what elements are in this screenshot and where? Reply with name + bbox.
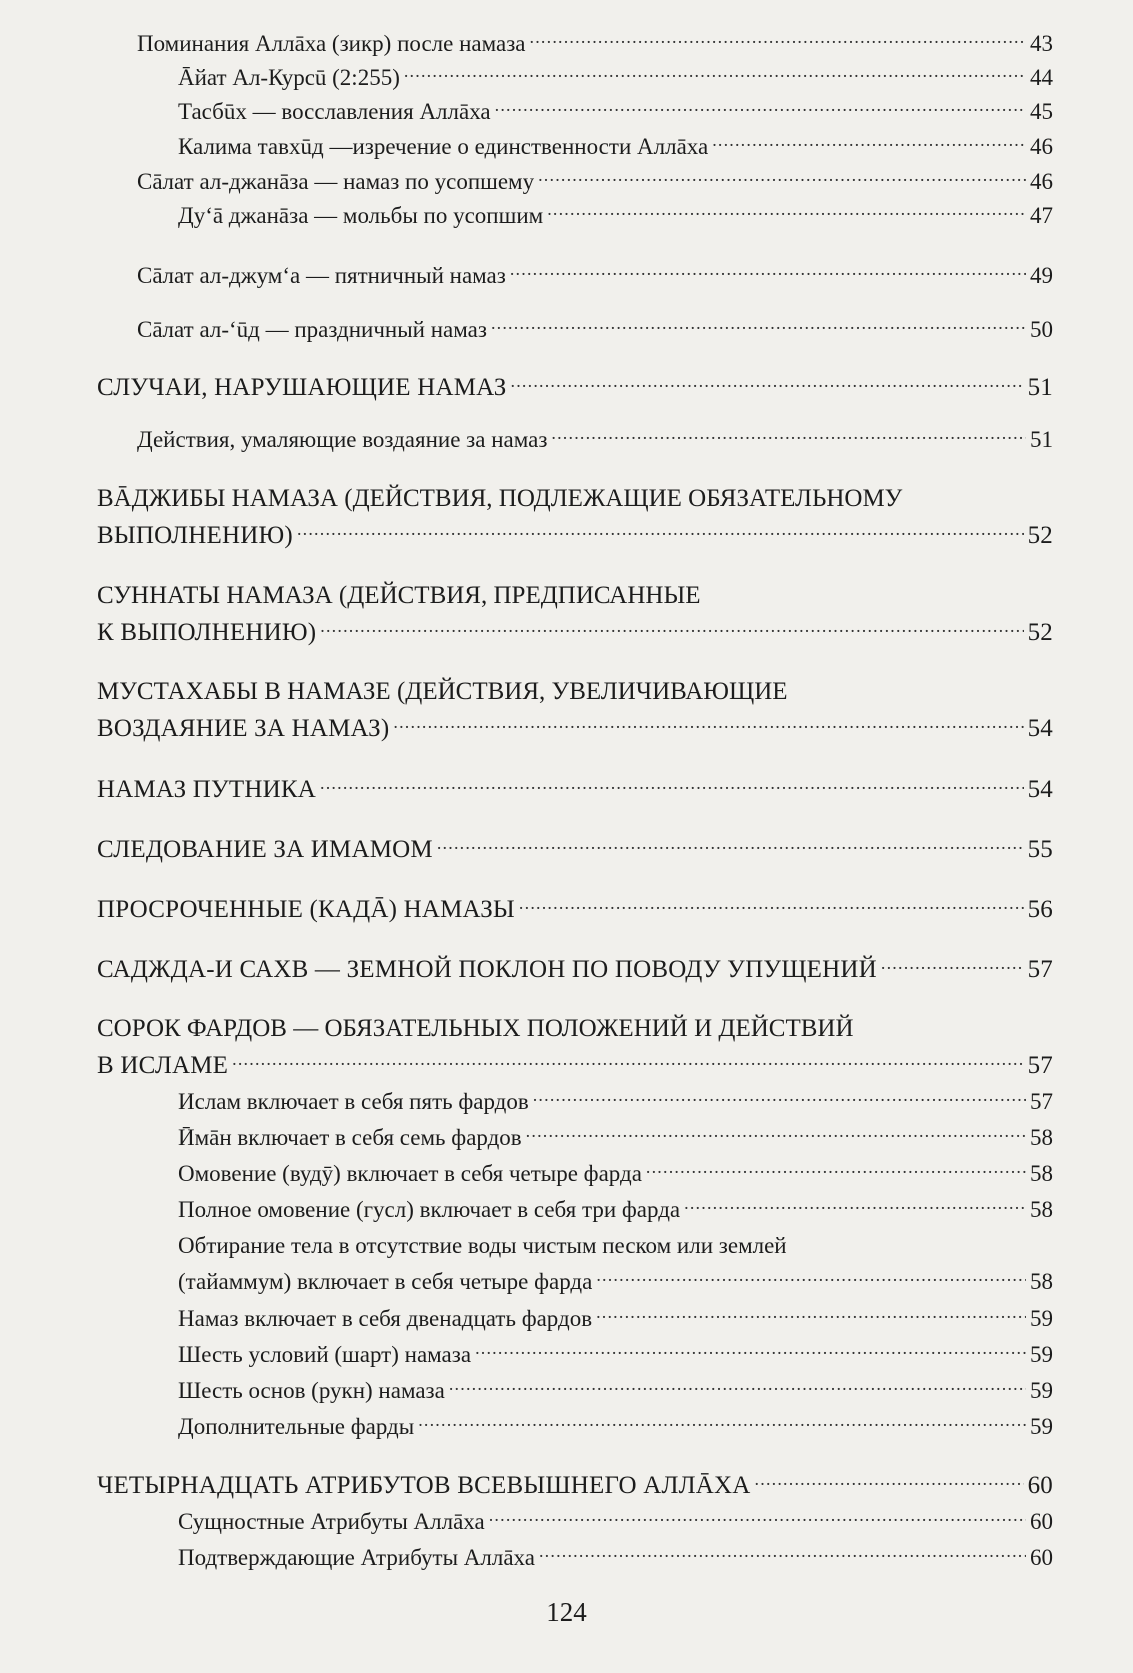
toc-chapter-title-line1: МУСТАХАБЫ В НАМАЗЕ (ДЕЙСТВИЯ, УВЕЛИЧИВАЮЩИЕ [97, 678, 788, 705]
toc-chapter [97, 1472, 1053, 1500]
toc-chapter-title: СЛУЧАИ, НАРУШАЮЩИЕ НАМАЗ [97, 374, 507, 401]
leader-dots [320, 620, 1023, 640]
toc-entry-title: Сāлат ал-джанāза — намаз по усопшему [137, 169, 535, 194]
toc-chapter-title: СЛЕДОВАНИЕ ЗА ИМАМОМ [97, 836, 433, 863]
toc-entry [178, 1196, 1053, 1224]
toc-entry-title: Шесть условий (шарт) намаза [178, 1342, 472, 1367]
toc-entry-page: 58 [1030, 1125, 1053, 1150]
toc-entry [178, 1160, 1053, 1188]
toc-entry-page: 46 [1030, 169, 1053, 194]
toc-chapter [97, 522, 1053, 550]
toc-chapter-title: ЧЕТЫРНАДЦАТЬ АТРИБУТОВ ВСЕВЫШНЕГО АЛЛĀХА [97, 1472, 751, 1499]
leader-dots [538, 169, 1026, 189]
toc-entry-page: 57 [1027, 1052, 1053, 1079]
toc-entry-page: 51 [1027, 374, 1053, 401]
toc-entry-page: 56 [1027, 896, 1053, 923]
leader-dots [297, 523, 1024, 543]
toc-chapter-title-line1: СОРОК ФАРДОВ — ОБЯЗАТЕЛЬНЫХ ПОЛОЖЕНИЙ И ДЕЙСТВИЙ [97, 1015, 854, 1042]
toc-entry-page: 59 [1030, 1306, 1053, 1331]
toc-entry-page: 60 [1030, 1509, 1053, 1534]
toc-entry-title: Подтверждающие Атрибуты Аллāха [178, 1545, 535, 1570]
leader-dots [646, 1161, 1026, 1181]
toc-entry-page: 52 [1027, 619, 1053, 646]
leader-dots [491, 317, 1026, 337]
toc-entry [178, 1508, 1053, 1536]
toc-entry [178, 1268, 1053, 1296]
leader-dots [712, 134, 1026, 154]
toc-entry [178, 1377, 1053, 1405]
leader-dots [393, 716, 1023, 736]
leader-dots [320, 777, 1024, 797]
toc-chapter-title: ПРОСРОЧЕННЫЕ (КАДĀ) НАМАЗЫ [97, 896, 515, 923]
toc-entry-page: 58 [1030, 1269, 1053, 1294]
leader-dots [684, 1197, 1026, 1217]
toc-entry-title-line1: Обтирание тела в отсутствие воды чистым песком или землей [178, 1233, 787, 1258]
toc-chapter [97, 896, 1053, 924]
toc-entry-page: 43 [1030, 31, 1053, 56]
leader-dots [533, 1089, 1026, 1109]
leader-dots [437, 837, 1024, 857]
toc-chapter [97, 1052, 1053, 1080]
toc-entry-page: 46 [1030, 134, 1053, 159]
toc-entry [178, 1544, 1053, 1572]
toc-entry-title: Ислам включает в себя пять фардов [178, 1089, 529, 1114]
toc-chapter [97, 956, 1053, 984]
toc-chapter-title: САДЖДА-И САХВ — ЗЕМНОЙ ПОКЛОН ПО ПОВОДУ УПУЩЕНИЙ [97, 956, 877, 983]
leader-dots [489, 1509, 1026, 1529]
leader-dots [539, 1545, 1026, 1565]
leader-dots [511, 375, 1024, 395]
leader-dots [519, 897, 1024, 917]
toc-chapter-title: В ИСЛАМЕ [97, 1052, 229, 1079]
toc-chapter-title: ВЫПОЛНЕНИЮ) [97, 522, 293, 549]
leader-dots [596, 1269, 1026, 1289]
leader-dots [547, 203, 1026, 223]
toc-entry-page: 55 [1027, 836, 1053, 863]
toc-entry-title: Сāлат ал-джум‘а — пятничный намаз [137, 263, 506, 288]
toc-chapter-title-line1: ВĀДЖИБЫ НАМАЗА (ДЕЙСТВИЯ, ПОДЛЕЖАЩИЕ ОБЯЗАТЕЛЬНОМУ [97, 485, 903, 512]
toc-entry [178, 98, 1053, 126]
toc-entry [178, 202, 1053, 230]
toc-entry-page: 50 [1030, 317, 1053, 342]
toc-chapter-title-line1: СУННАТЫ НАМАЗА (ДЕЙСТВИЯ, ПРЕДПИСАННЫЕ [97, 582, 701, 609]
toc-entry-title: Омовение (вудӯ) включает в себя четыре фарда [178, 1161, 642, 1186]
leader-dots [881, 957, 1024, 977]
toc-entry-page: 54 [1027, 715, 1053, 742]
toc-entry-page: 60 [1030, 1545, 1053, 1570]
toc-entry [178, 64, 1053, 92]
toc-entry-title: Āйат Ал-Курсū (2:255) [178, 65, 400, 90]
toc-entry-page: 45 [1030, 99, 1053, 124]
leader-dots [232, 1053, 1023, 1073]
toc-entry [137, 426, 1053, 454]
toc-entry-page: 60 [1027, 1472, 1053, 1499]
toc-entry-title: Намаз включает в себя двенадцать фардов [178, 1306, 593, 1331]
toc-chapter-title: ВОЗДАЯНИЕ ЗА НАМАЗ) [97, 715, 390, 742]
toc-entry-page: 58 [1030, 1161, 1053, 1186]
toc-entry-page: 47 [1030, 203, 1053, 228]
toc-entry-page: 54 [1027, 776, 1053, 803]
toc-entry-page: 58 [1030, 1197, 1053, 1222]
toc-entry-title: Тасбūх — восславления Аллāха [178, 99, 491, 124]
toc-chapter [97, 619, 1053, 647]
toc-chapter-title: НАМАЗ ПУТНИКА [97, 776, 317, 803]
toc-entry-title: Поминания Аллāха (зикр) после намаза [137, 31, 526, 56]
toc-entry-page: 51 [1030, 427, 1053, 452]
leader-dots [495, 99, 1026, 119]
toc-chapter [97, 374, 1053, 402]
toc-entry-title: (тайаммум) включает в себя четыре фарда [178, 1269, 593, 1294]
toc-entry-title: Ду‘ā джанāза — мольбы по усопшим [178, 203, 544, 228]
toc-chapter [97, 715, 1053, 743]
toc-chapter [97, 776, 1053, 804]
toc-chapter [97, 836, 1053, 864]
toc-entry-title: Сущностные Атрибуты Аллāха [178, 1509, 485, 1534]
leader-dots [526, 1125, 1026, 1145]
toc-entry-title: Дополнительные фарды [178, 1414, 415, 1439]
leader-dots [475, 1342, 1026, 1362]
leader-dots [551, 427, 1026, 447]
toc-entry [137, 168, 1053, 196]
toc-entry [137, 316, 1053, 344]
leader-dots [404, 65, 1026, 85]
page-number: 124 [546, 1597, 587, 1627]
toc-entry-page: 57 [1027, 956, 1053, 983]
toc-entry-title: Калима тавхūд —изречение о единственности Аллāха [178, 134, 709, 159]
leader-dots [418, 1414, 1026, 1434]
toc-entry-title: Действия, умаляющие воздаяние за намаз [137, 427, 548, 452]
toc-entry-title: Полное омовение (гусл) включает в себя три фарда [178, 1197, 681, 1222]
toc-chapter-title: К ВЫПОЛНЕНИЮ) [97, 619, 317, 646]
toc-entry [137, 262, 1053, 290]
toc-entry-page: 57 [1030, 1089, 1053, 1114]
leader-dots [449, 1378, 1026, 1398]
toc-entry [178, 133, 1053, 161]
toc-entry-page: 49 [1030, 263, 1053, 288]
toc-entry-page: 59 [1030, 1378, 1053, 1403]
toc-entry [178, 1413, 1053, 1441]
toc-entry [178, 1124, 1053, 1152]
toc-entry-page: 59 [1030, 1414, 1053, 1439]
toc-entry-page: 44 [1030, 65, 1053, 90]
toc-entry [178, 1088, 1053, 1116]
leader-dots [510, 263, 1026, 283]
leader-dots [755, 1473, 1024, 1493]
toc-entry-title: Сāлат ал-‘ūд — праздничный намаз [137, 317, 487, 342]
leader-dots [530, 31, 1026, 51]
toc-entry [178, 1305, 1053, 1333]
toc-entry [137, 30, 1053, 58]
toc-entry-title: Ӣмāн включает в себя семь фардов [178, 1125, 522, 1150]
toc-entry-title: Шесть основ (рукн) намаза [178, 1378, 445, 1403]
toc-entry-page: 59 [1030, 1342, 1053, 1367]
toc-entry [178, 1341, 1053, 1369]
toc-entry-page: 52 [1027, 522, 1053, 549]
leader-dots [596, 1306, 1026, 1326]
